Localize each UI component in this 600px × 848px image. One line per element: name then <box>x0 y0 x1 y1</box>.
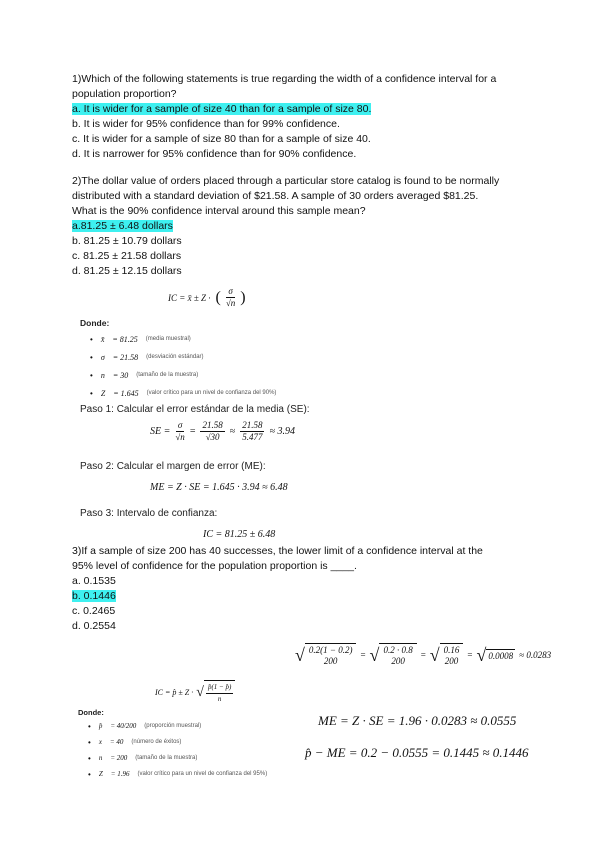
q3-donde-label: Donde: <box>78 708 104 717</box>
step-2-heading: Paso 2: Calcular el margen de error (ME): <box>80 461 266 472</box>
question-3 <box>72 544 542 634</box>
question-1-option-b: b. It is wider for 95% confidence than for 99% confidence. <box>72 118 340 130</box>
bullet-icon: • <box>90 334 93 344</box>
ic-formula-lhs: IC = x̄ ± Z · <box>168 292 211 303</box>
question-3-option-d: d. 0.2554 <box>72 620 116 632</box>
variable-item: • x̄ = 81.25 (media muestral) <box>90 334 191 344</box>
question-2-option-d: d. 81.25 ± 12.15 dollars <box>72 265 182 277</box>
question-2-option-b: b. 81.25 ± 10.79 dollars <box>72 235 182 247</box>
highlighted-answer: a.81.25 ± 6.48 dollars <box>72 220 173 232</box>
bullet-icon: • <box>88 769 91 779</box>
question-3-option-b <box>72 589 542 604</box>
ic-formula-numerator: σ <box>228 286 233 296</box>
question-1-text-line2: population proportion? <box>72 88 177 100</box>
variable-item: • x = 40 (número de éxitos) <box>88 737 182 747</box>
question-2-text-line2: distributed with a standard deviation of $21.58. A sample of 30 orders averaged $81.25. <box>72 190 479 202</box>
question-2-option-a <box>72 219 542 234</box>
bullet-icon: • <box>88 737 91 747</box>
question-3-text-line2: 95% level of confidence for the population proportion is ____. <box>72 560 357 572</box>
question-3-option-c: c. 0.2465 <box>72 605 116 617</box>
question-1-text-line1: 1)Which of the following statements is true regarding the width of a confidence interval for a <box>72 73 497 85</box>
ic-formula: IC = x̄ ± Z · ( $\frac{\sigma}{√n}$ ) <box>168 286 246 308</box>
q3-me-equation: ME = Z · SE = 1.96 · 0.0283 ≈ 0.0555 <box>318 713 517 728</box>
question-1-option-a <box>72 102 542 117</box>
q3-variables-list <box>88 718 318 782</box>
question-2 <box>72 174 542 279</box>
question-2-text-line3: What is the 90% confidence interval around this sample mean? <box>72 205 366 217</box>
ic-formula-denominator: √n <box>225 298 236 308</box>
bullet-icon: • <box>88 753 91 763</box>
question-2-text-line1: 2)The dollar value of orders placed through a particular store catalog is found to be normally <box>72 175 500 187</box>
question-3-option-a: a. 0.1535 <box>72 575 116 587</box>
bullet-icon: • <box>88 721 91 731</box>
question-2-option-c: c. 81.25 ± 21.58 dollars <box>72 250 182 262</box>
donde-label: Donde: <box>80 318 110 328</box>
ic-result-equation: IC = 81.25 ± 6.48 <box>203 529 276 540</box>
question-3-text-line1: 3)If a sample of size 200 has 40 successes, the lower limit of a confidence interval at the <box>72 545 483 557</box>
variable-item: • σ = 21.58 (desviación estándar) <box>90 352 204 362</box>
question-1-option-c: c. It is wider for a sample of size 80 than for a sample of size 40. <box>72 133 371 145</box>
variable-item: • p̂ = 40/200 (proporción muestral) <box>88 721 202 731</box>
step-1-heading: Paso 1: Calcular el error estándar de la media (SE): <box>80 404 310 415</box>
variables-list <box>90 330 350 402</box>
q3-lower-limit-equation: p̂ − ME = 0.2 − 0.0555 = 0.1445 ≈ 0.1446 <box>305 745 529 760</box>
bullet-icon: • <box>90 352 93 362</box>
variable-item: • Z = 1.96 (valor crítico para un nivel de confianza del 95%) <box>88 769 268 779</box>
bullet-icon: • <box>90 388 93 398</box>
me-equation: ME = Z · SE = 1.645 · 3.94 ≈ 6.48 <box>150 482 288 493</box>
highlighted-answer: b. 0.1446 <box>72 590 116 602</box>
question-1-option-d: d. It is narrower for 95% confidence than for 90% confidence. <box>72 148 357 160</box>
variable-item: • n = 200 (tamaño de la muestra) <box>88 753 198 763</box>
highlighted-answer: a. It is wider for a sample of size 40 than for a sample of size 80. <box>72 103 372 115</box>
variable-item: • Z = 1.645 (valor crítico para un nivel de confianza del 90%) <box>90 388 277 398</box>
variable-item: • n = 30 (tamaño de la muestra) <box>90 370 199 380</box>
q3-ic-formula: IC = p̂ ± Z · √ $\frac{p̂(1 - p̂)}{n}$ <box>155 680 235 705</box>
bullet-icon: • <box>90 370 93 380</box>
question-1 <box>72 72 542 162</box>
step-3-heading: Paso 3: Intervalo de confianza: <box>80 508 218 519</box>
q3-se-computation: √ 0.2(1 − 0.2) 200 = √ 0.2 · 0.8 200 = √ 0.16 200 = √ 0.0008 ≈ 0.0283 <box>295 645 552 666</box>
se-equation: SE = $\frac{\sigma}{√n}$ = $\frac{21.58}{√30}$ ≈ $\frac{21.58}{5.477}$ ≈ 3.94 <box>150 420 295 442</box>
